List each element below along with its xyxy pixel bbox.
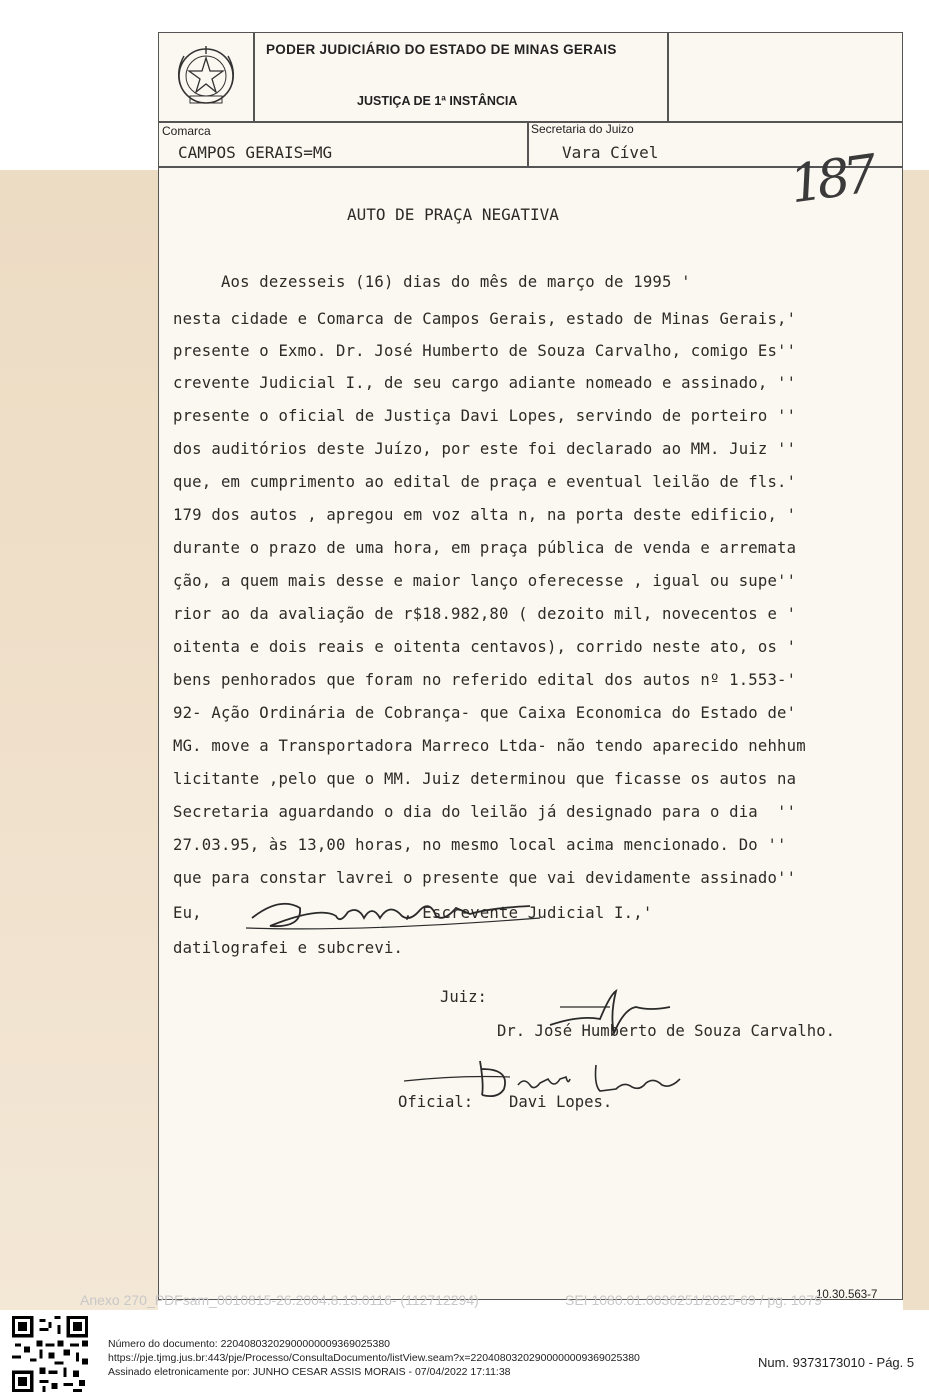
footer-doc-number: Número do documento: 22040803202900000009369025380: [108, 1338, 390, 1350]
body-line: Secretaria aguardando o dia do leilão já designado para o dia '': [173, 803, 797, 821]
comarca-label: Comarca: [162, 124, 211, 138]
body-line: que para constar lavrei o presente que vai devidamente assinado'': [173, 869, 797, 887]
body-line: nesta cidade e Comarca de Campos Gerais, estado de Minas Gerais,': [173, 310, 797, 328]
body-line: ção, a quem mais desse e maior lanço oferecesse , igual ou supe'': [173, 572, 797, 590]
body-line: 92- Ação Ordinária de Cobrança- que Caixa Economica do Estado de': [173, 704, 797, 722]
qr-code-icon: [12, 1316, 88, 1392]
body-line: MG. move a Transportadora Marreco Ltda- não tendo aparecido nehhum: [173, 737, 806, 755]
court-name: PODER JUDICIÁRIO DO ESTADO DE MINAS GERAIS: [266, 42, 617, 57]
body-line: bens penhorados que foram no referido edital dos autos nº 1.553-': [173, 671, 797, 689]
secretaria-label: Secretaria do Juizo: [531, 122, 634, 136]
body-line: Eu, , Escrevente Judicial I.,': [173, 904, 653, 922]
body-line: 27.03.95, às 13,00 horas, no mesmo local acima mencionado. Do '': [173, 836, 787, 854]
body-line: 179 dos autos , apregou em voz alta n, na porta deste edificio, ': [173, 506, 797, 524]
body-line: durante o prazo de uma hora, em praça pública de venda e arremata: [173, 539, 797, 557]
judge-name: Dr. José Humberto de Souza Carvalho.: [497, 1022, 835, 1040]
footer-page-ref: Num. 9373173010 - Pág. 5: [758, 1355, 915, 1370]
emblem-divider: [253, 32, 255, 122]
officer-name: Davi Lopes.: [509, 1093, 613, 1111]
header-right-divider: [667, 32, 669, 122]
body-line: oitenta e dois reais e oitenta centavos), corrido neste ato, os ': [173, 638, 797, 656]
footer-signed-by: Assinado eletronicamente por: JUNHO CESAR ASSIS MORAIS - 07/04/2022 17:11:38: [108, 1366, 511, 1378]
instance-name: JUSTIÇA DE 1ª INSTÂNCIA: [357, 94, 518, 108]
body-line: crevente Judicial I., de seu cargo adiante nomeado e assinado, '': [173, 374, 797, 392]
body-line: rior ao da avaliação de r$18.982,80 ( dezoito mil, novecentos e ': [173, 605, 797, 623]
body-line: presente o oficial de Justiça Davi Lopes, servindo de porteiro '': [173, 407, 797, 425]
body-line: licitante ,pelo que o MM. Juiz determinou que ficasse os autos na: [173, 770, 797, 788]
scan-background-left: [0, 170, 158, 1310]
watermark-right: SEI 1080.01.0036251/2025-69 / pg. 1079: [565, 1292, 822, 1308]
body-line: Aos dezesseis (16) dias do mês de março de 1995 ': [173, 273, 691, 291]
footer-url[interactable]: https://pje.tjmg.jus.br:443/pje/Processo/ConsultaDocumento/listView.seam?x=22040803202900000009369025380: [108, 1352, 640, 1364]
officer-label: Oficial:: [398, 1093, 474, 1111]
body-line: dos auditórios deste Juízo, por este foi declarado ao MM. Juiz '': [173, 440, 797, 458]
comarca-value: CAMPOS GERAIS=MG: [178, 143, 333, 162]
folio-number: 187: [786, 144, 876, 216]
body-line: presente o Exmo. Dr. José Humberto de Souza Carvalho, comigo Es'': [173, 342, 797, 360]
body-line: que, em cumprimento ao edital de praça e eventual leilão de fls.': [173, 473, 797, 491]
watermark-left: Anexo 270_PDFsam_0010815-26.2004.8.13.0116- (112712294): [80, 1292, 479, 1308]
coat-of-arms-icon: [170, 40, 242, 112]
scan-background-right: [903, 170, 929, 1310]
clerk-signature-icon: [240, 888, 560, 936]
judge-label: Juiz:: [440, 988, 487, 1006]
comarca-divider: [527, 121, 529, 167]
form-code: 10.30.563-7: [816, 1289, 878, 1301]
secretaria-value: Vara Cível: [562, 143, 659, 162]
document-title: AUTO DE PRAÇA NEGATIVA: [347, 205, 559, 224]
body-line: datilografei e subcrevi.: [173, 939, 404, 957]
